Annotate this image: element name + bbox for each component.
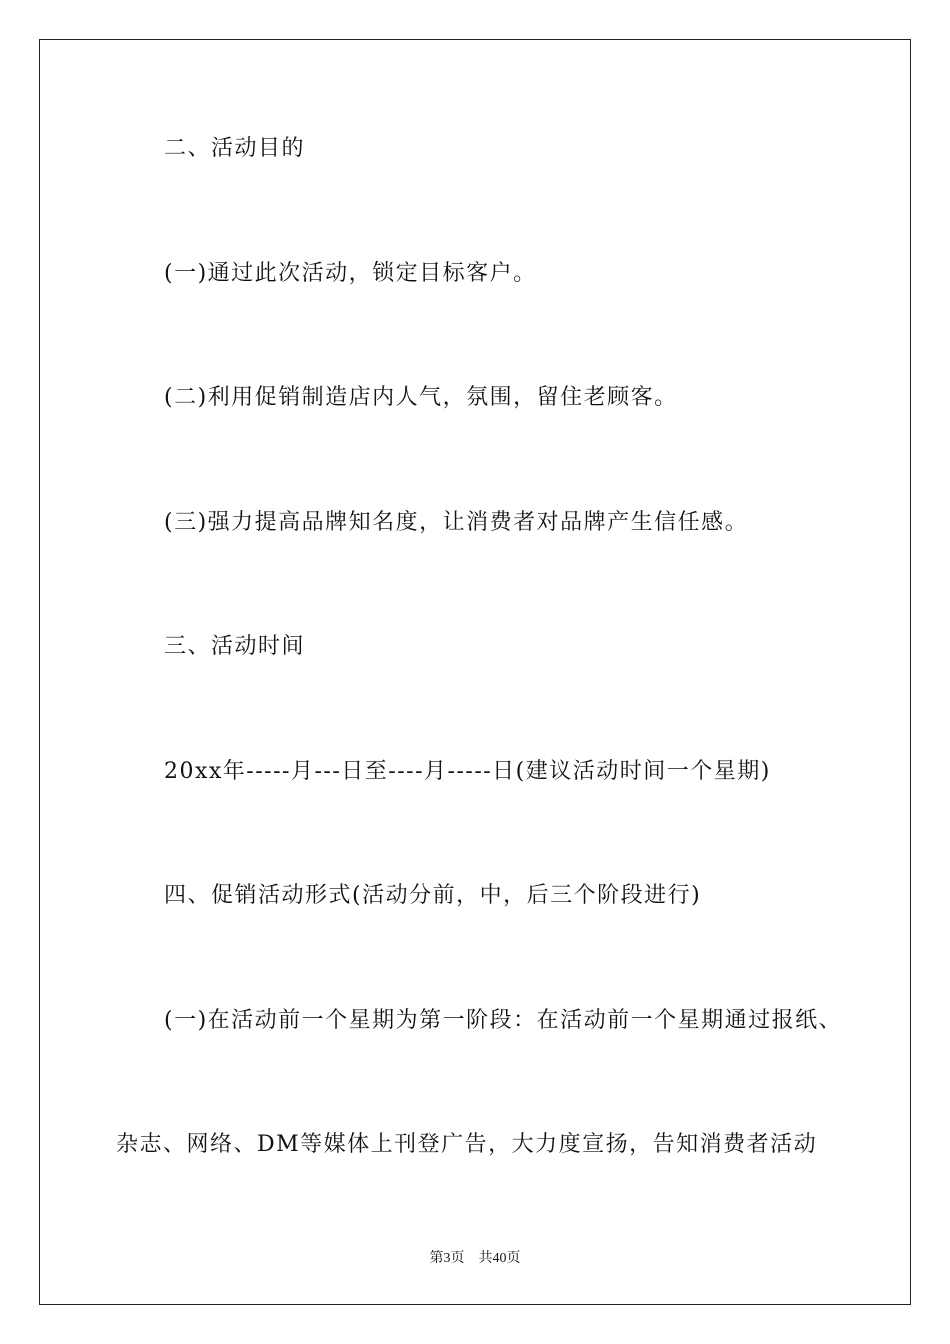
section-heading-time: 三、活动时间	[164, 634, 306, 659]
paragraph: 20xx年-----月---日至----月-----日(建议活动时间一个星期)	[164, 759, 771, 784]
paragraph: (一)通过此次活动，锁定目标客户。	[164, 261, 537, 286]
section-heading-format: 四、促销活动形式(活动分前，中，后三个阶段进行)	[164, 883, 702, 908]
page-total: 共40页	[478, 1251, 521, 1266]
paragraph: (二)利用促销制造店内人气，氛围，留住老顾客。	[164, 385, 678, 410]
page-frame	[39, 39, 911, 1305]
page-footer	[0, 1247, 950, 1267]
page-number: 第3页	[429, 1251, 465, 1266]
paragraph-continuation: 杂志、网络、DM等媒体上刊登广告，大力度宣扬，告知消费者活动	[116, 1132, 818, 1157]
paragraph: (三)强力提高品牌知名度，让消费者对品牌产生信任感。	[164, 510, 749, 535]
section-heading-goals: 二、活动目的	[164, 136, 306, 161]
paragraph: (一)在活动前一个星期为第一阶段：在活动前一个星期通过报纸、	[164, 1008, 843, 1033]
